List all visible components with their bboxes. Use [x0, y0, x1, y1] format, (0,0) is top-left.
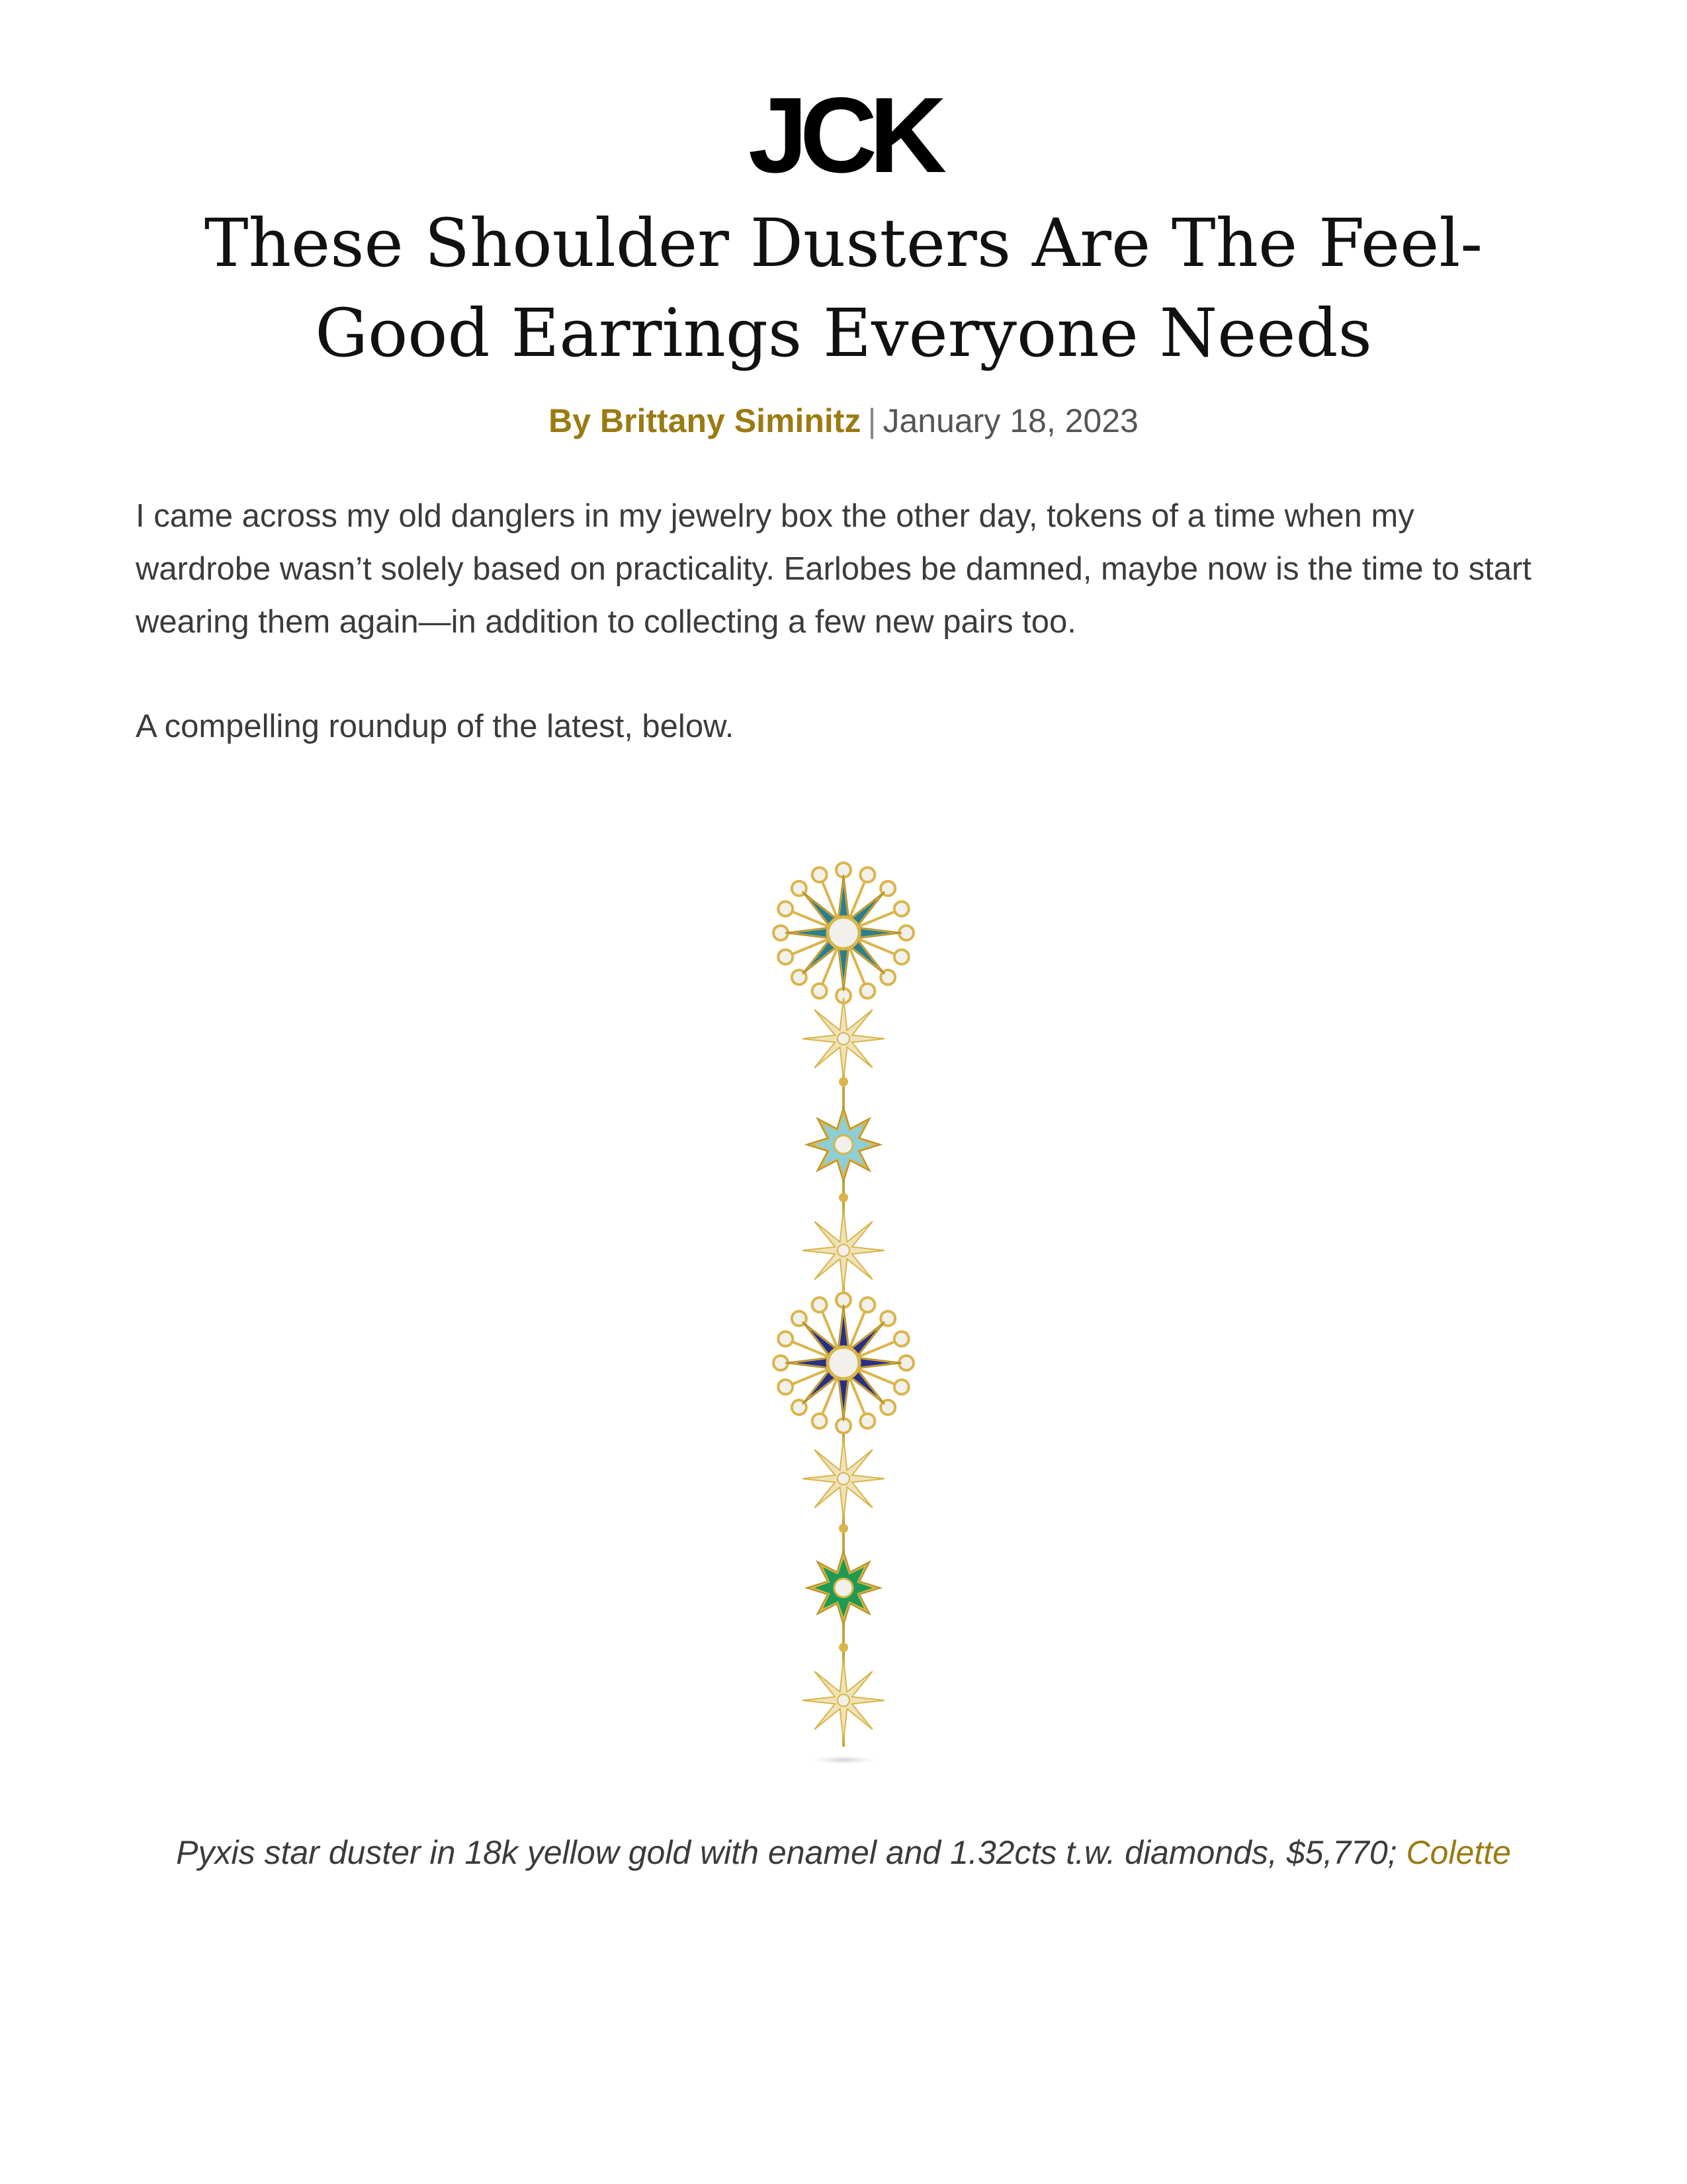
pave-star [802, 1659, 885, 1741]
pyxis-star-duster-earring-image [728, 827, 959, 1780]
figure-caption [0, 1826, 1687, 1879]
caption-text: Pyxis star duster in 18k yellow gold with enamel and 1.32cts t.w. diamonds, $5,770; [176, 1834, 1397, 1871]
chain-bead [839, 1643, 848, 1652]
byline [0, 394, 1687, 447]
chain-bead [839, 1193, 848, 1202]
chain-bead [839, 1524, 848, 1533]
earring-shadow [804, 1755, 883, 1765]
author-link[interactable]: By Brittany Siminitz [548, 402, 861, 439]
site-logo[interactable]: JCK [748, 75, 939, 195]
article-title: These Shoulder Dusters Are The Feel-Good Earrings Everyone Needs [204, 204, 1483, 372]
intro-paragraph: I came across my old danglers in my jewelry box the other day, tokens of a time when my wardrobe wasn’t solely based on practicality. Earlobes be damned, maybe now is the time to start wearing them again—in addition to collecting a few new pairs too. [136, 498, 1532, 640]
roundup-paragraph: A compelling roundup of the latest, below. [136, 709, 734, 744]
star-charms [773, 863, 914, 1741]
pave-star [802, 998, 885, 1080]
navy-burst-star [773, 1293, 914, 1433]
pave-star [802, 1438, 885, 1520]
colette-link[interactable]: Colette [1406, 1834, 1511, 1871]
green-enamel-star [806, 1551, 881, 1625]
teal-burst-star [773, 863, 914, 1003]
pave-star [802, 1209, 885, 1291]
publish-date: January 18, 2023 [883, 402, 1139, 439]
byline-separator: | [867, 402, 877, 439]
light-blue-enamel-star [806, 1108, 881, 1182]
